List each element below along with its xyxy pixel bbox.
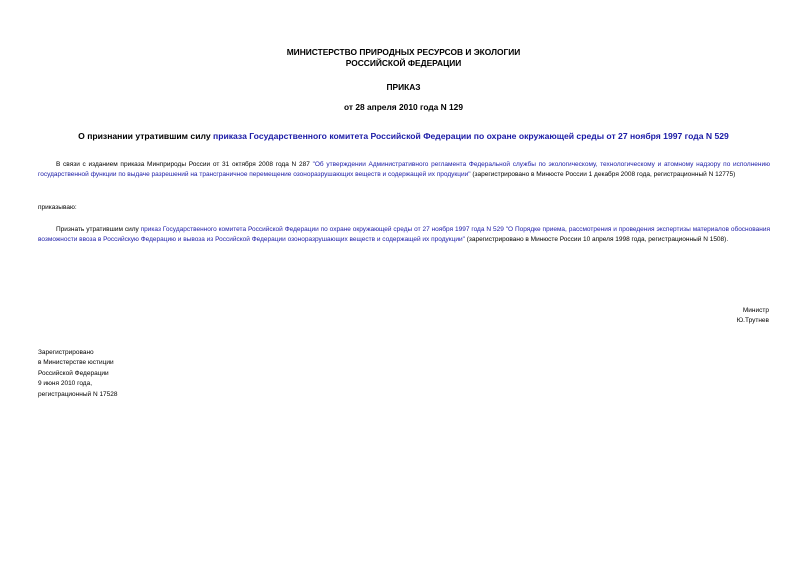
issuer-block <box>0 47 807 69</box>
resolution-prefix: Признать утратившим силу <box>56 226 141 233</box>
preamble-order-link[interactable]: "Об утверждении Административного регламента Федеральной службы по экологическому, технологическому и атомному надзору по исполнению государственной функции по выдаче разрешений на трансграничное перемещение озоноразрушающих веществ и содержащей их продукции" <box>38 161 770 179</box>
preamble-prefix: В связи с изданием приказа Минприроды России от 31 октября 2008 года N 287 <box>56 161 313 168</box>
paragraph-preamble <box>38 160 770 181</box>
registration-block <box>38 348 118 400</box>
paragraph-order-word: приказываю: <box>38 204 77 211</box>
registration-line-3: Российской Федерации <box>38 369 109 377</box>
preamble-suffix: (зарегистрировано в Минюсте России 1 декабря 2008 года, регистрационный N 12775) <box>470 171 736 179</box>
document-type: ПРИКАЗ <box>386 82 421 92</box>
issuer-line-1: МИНИСТЕРСТВО ПРИРОДНЫХ РЕСУРСОВ И ЭКОЛОГИИ <box>286 47 521 57</box>
document-date: от 28 апреля 2010 года N 129 <box>344 102 463 112</box>
title-prefix: О признании утратившим силу <box>78 131 213 141</box>
signature-block <box>737 306 769 327</box>
registration-line-2: в Министерстве юстиции <box>38 359 114 367</box>
issuer-line-2: РОССИЙСКОЙ ФЕДЕРАЦИИ <box>345 58 462 68</box>
registration-line-1: Зарегистрировано <box>38 349 94 356</box>
paragraph-resolution <box>38 225 770 246</box>
registration-line-4: 9 июня 2010 года, <box>38 380 93 388</box>
signature-name: Ю.Трутнев <box>736 317 769 325</box>
resolution-order-link[interactable]: приказ Государственного комитета Российской Федерации по охране окружающей среды от 27 ноября 1997 года N 529 "О Порядке приема, рассмотрения и проведения экспертизы материалов обоснования возможности ввоза в Российскую Федерацию и вывоза из Российской Федерации озоноразрушающих веществ и содержащей их продукции" <box>38 226 770 244</box>
resolution-suffix: (зарегистрировано в Минюсте России 10 апреля 1998 года, регистрационный N 1508). <box>464 236 729 244</box>
title-link[interactable]: приказа Государственного комитета Российской Федерации по охране окружающей среды от 27 ноября 1997 года N 529 <box>213 131 729 141</box>
registration-line-5: регистрационный N 17528 <box>38 390 118 398</box>
document-title <box>0 131 807 142</box>
signature-position: Министр <box>742 307 769 314</box>
